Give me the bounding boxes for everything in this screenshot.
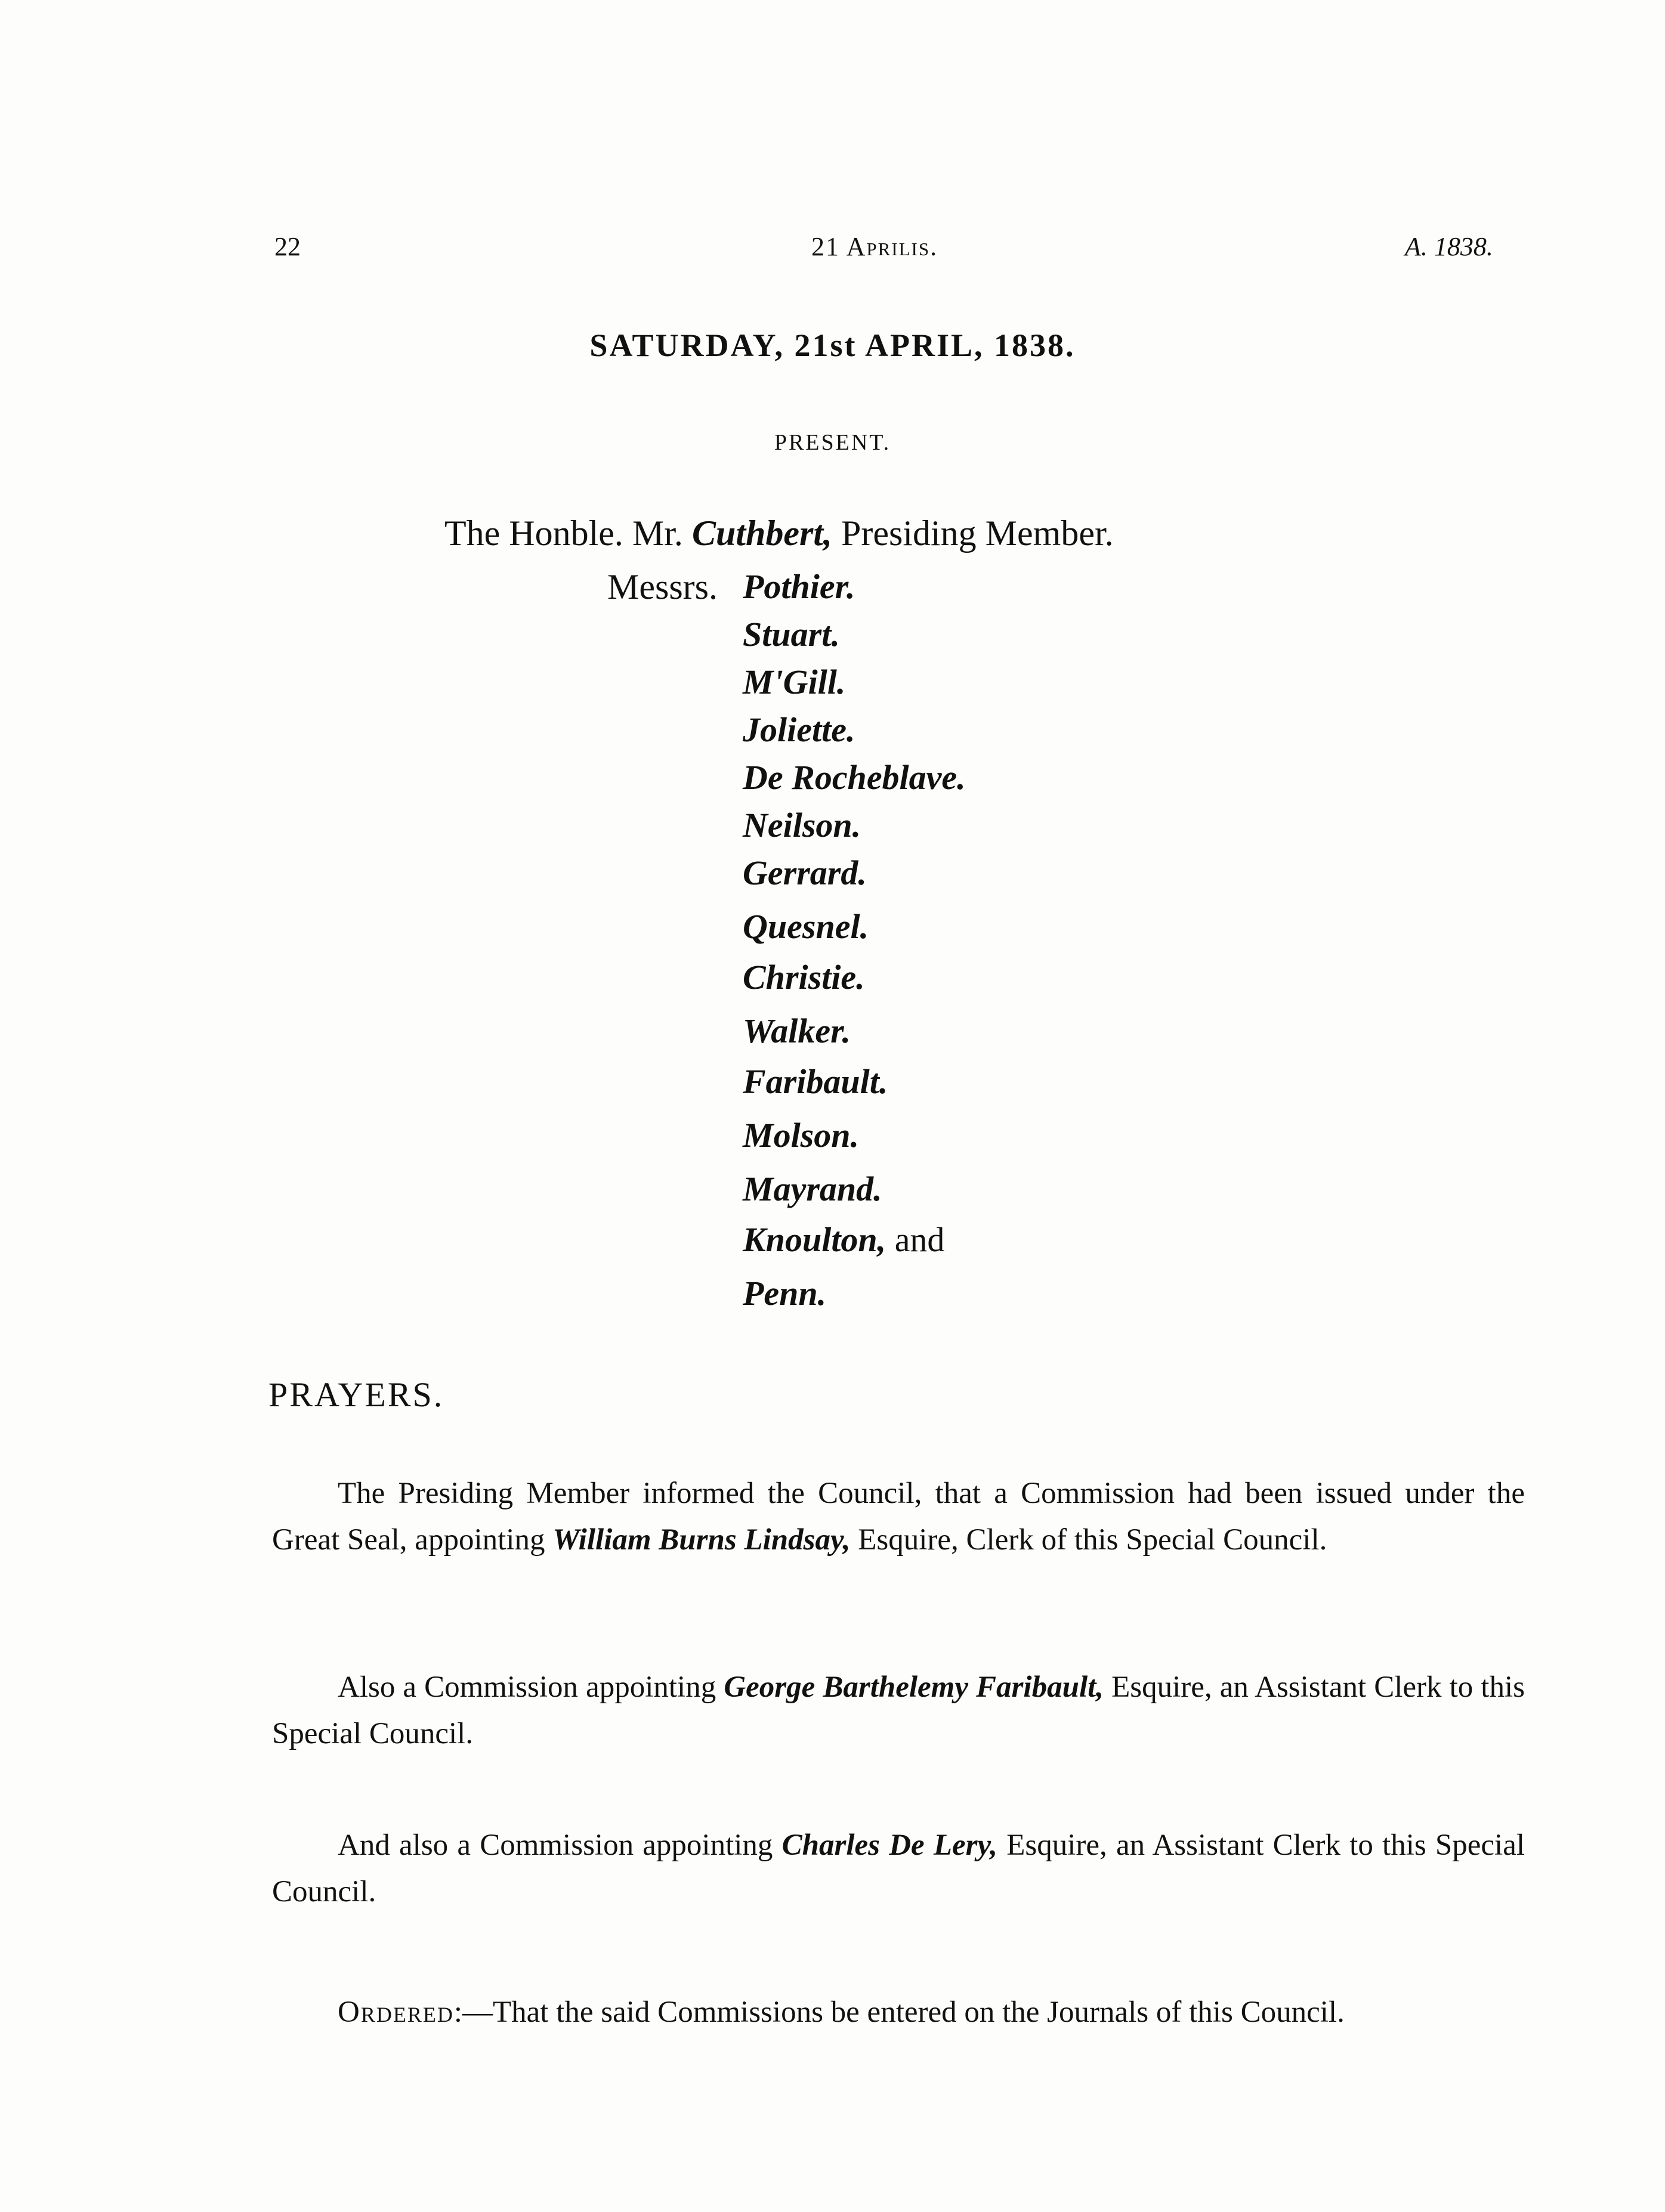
member-name: Quesnel.	[743, 907, 869, 946]
presiding-line	[444, 513, 1114, 554]
paragraph-ordered	[338, 1989, 1531, 2035]
date-heading: SATURDAY, 21st APRIL, 1838.	[589, 327, 1076, 363]
member-name: Gerrard.	[743, 853, 867, 892]
paragraph-commission-clerk	[272, 1470, 1525, 1563]
messrs-label: Messrs.	[607, 567, 718, 607]
paragraph-text: And also a Commission appointing	[338, 1829, 773, 1862]
paragraph-commission-assistant-2	[272, 1822, 1525, 1915]
member-name: Faribault.	[743, 1062, 888, 1101]
paragraph-text: Esquire, an Assistant Clerk to this Special Council.	[272, 1670, 1525, 1750]
member-line-last-but-one	[743, 1220, 944, 1260]
member-name: Mayrand.	[743, 1170, 882, 1208]
paragraph-text: :—That the said Commissions be entered on the Journals of this Council.	[453, 1996, 1345, 2029]
member-name: Knoulton,	[743, 1220, 886, 1259]
member-name: Molson.	[743, 1116, 860, 1155]
running-year: A. 1838.	[1405, 232, 1493, 261]
person-name: Charles De Lery,	[781, 1829, 998, 1862]
presiding-name: Cuthbert,	[691, 513, 833, 553]
paragraph-text: Esquire, Clerk of this Special Council.	[858, 1523, 1327, 1557]
member-name: De Rocheblave.	[743, 758, 966, 797]
paragraph-text: The Presiding Member informed the Council, that a Commission had been issued under the Great Seal, appointing	[272, 1477, 1525, 1557]
member-name: Joliette.	[743, 710, 855, 749]
present-heading: PRESENT.	[774, 430, 891, 455]
paragraph-commission-assistant-1	[272, 1664, 1525, 1757]
paragraph-text: Also a Commission appointing	[338, 1670, 716, 1704]
member-name: M'Gill.	[743, 663, 846, 701]
page-number: 22	[274, 232, 301, 261]
person-name: William Burns Lindsay,	[552, 1523, 851, 1557]
presiding-suffix: Presiding Member.	[841, 513, 1114, 553]
ordered-label: Ordered	[338, 1996, 454, 2029]
member-name: Walker.	[743, 1011, 851, 1050]
member-name: Stuart.	[743, 615, 840, 654]
member-name: Pothier.	[743, 567, 855, 606]
running-title: 21 Aprilis.	[811, 232, 938, 261]
presiding-prefix: The Honble. Mr.	[444, 513, 683, 553]
person-name: George Barthelemy Faribault,	[724, 1670, 1104, 1704]
paragraph-text: Esquire, an Assistant Clerk to this Special Council.	[272, 1829, 1525, 1908]
members-and: and	[894, 1220, 945, 1259]
member-name: Penn.	[743, 1274, 827, 1313]
prayers-heading: PRAYERS.	[268, 1375, 444, 1414]
member-name: Neilson.	[743, 806, 861, 844]
member-name: Christie.	[743, 958, 865, 997]
